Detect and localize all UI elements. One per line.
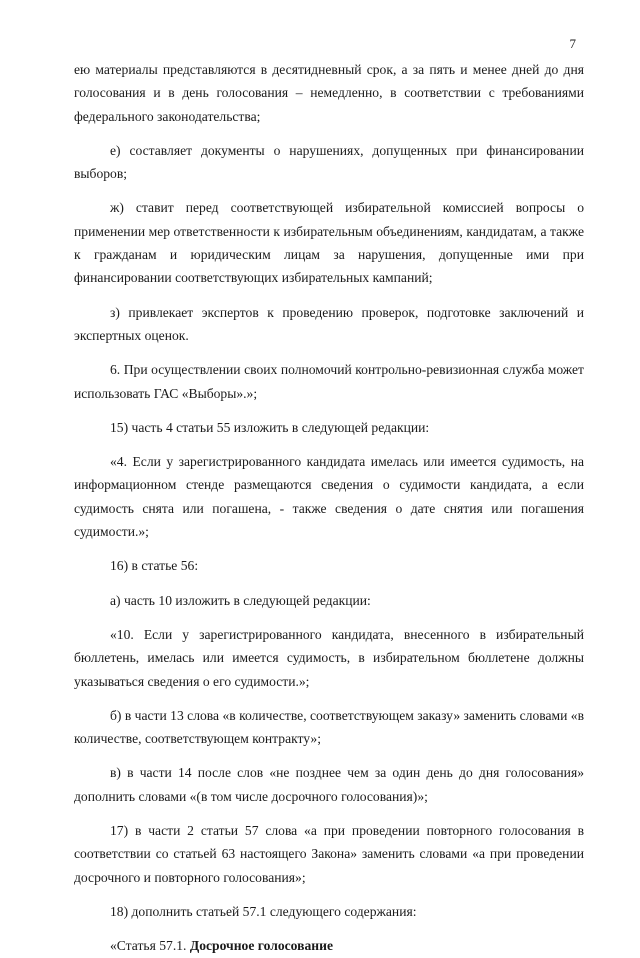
document-body bbox=[74, 58, 584, 958]
paragraph: в) в части 14 после слов «не позднее чем за один день до дня голосования» дополнить словами «(в том числе досрочного голосования)»; bbox=[74, 765, 584, 804]
paragraph: 17) в части 2 статьи 57 слова «а при проведении повторного голосования в соответствии со статьей 63 настоящего Закона» заменить словами «а при проведении досрочного и повторного голосования»; bbox=[74, 823, 584, 885]
paragraph: ею материалы представляются в десятидневный срок, а за пять и менее дней до дня голосования и в день голосования – немедленно, в соответствии с требованиями федерального законодательства; bbox=[74, 62, 584, 124]
article-heading-prefix: «Статья 57.1. bbox=[110, 938, 190, 954]
article-heading bbox=[74, 934, 584, 957]
page-number: 7 bbox=[569, 36, 576, 51]
paragraph: е) составляет документы о нарушениях, допущенных при финансировании выборов; bbox=[74, 142, 584, 182]
paragraph: 15) часть 4 статьи 55 изложить в следующей редакции: bbox=[110, 419, 430, 435]
paragraph: 18) дополнить статьей 57.1 следующего содержания: bbox=[110, 903, 417, 919]
article-heading-title: Досрочное голосование bbox=[189, 938, 333, 954]
paragraph: 6. При осуществлении своих полномочий контрольно-ревизионная служба может использовать ГАС «Выборы».»; bbox=[74, 362, 584, 401]
paragraph: «10. Если у зарегистрированного кандидата, внесенного в избирательный бюллетень, имелась или имеется судимость, в избирательном бюллетене должны указываться сведения о его судимости.»; bbox=[74, 626, 584, 689]
paragraph: 16) в статье 56: bbox=[110, 558, 199, 574]
paragraph: ж) ставит перед соответствующей избирательной комиссией вопросы о применении мер ответственности к избирательным объединениям, кандидатам, а также к гражданам и юридическим лицам за нарушения, допущенные ими при финансировании соответствующих избирательных кампаний; bbox=[74, 200, 584, 286]
paragraph: а) часть 10 изложить в следующей редакции: bbox=[110, 592, 371, 608]
paragraph: «4. Если у зарегистрированного кандидата имелась или имеется судимость, на информационном стенде размещаются сведения о судимости кандидата, а если судимость снята или погашена, - также сведения о дате снятия или погашения судимости.»; bbox=[74, 454, 584, 540]
paragraph: з) привлекает экспертов к проведению проверок, подготовке заключений и экспертных оценок. bbox=[74, 304, 584, 343]
paragraph: б) в части 13 слова «в количестве, соответствующем заказу» заменить словами «в количестве, соответствующем контракту»; bbox=[74, 707, 585, 747]
